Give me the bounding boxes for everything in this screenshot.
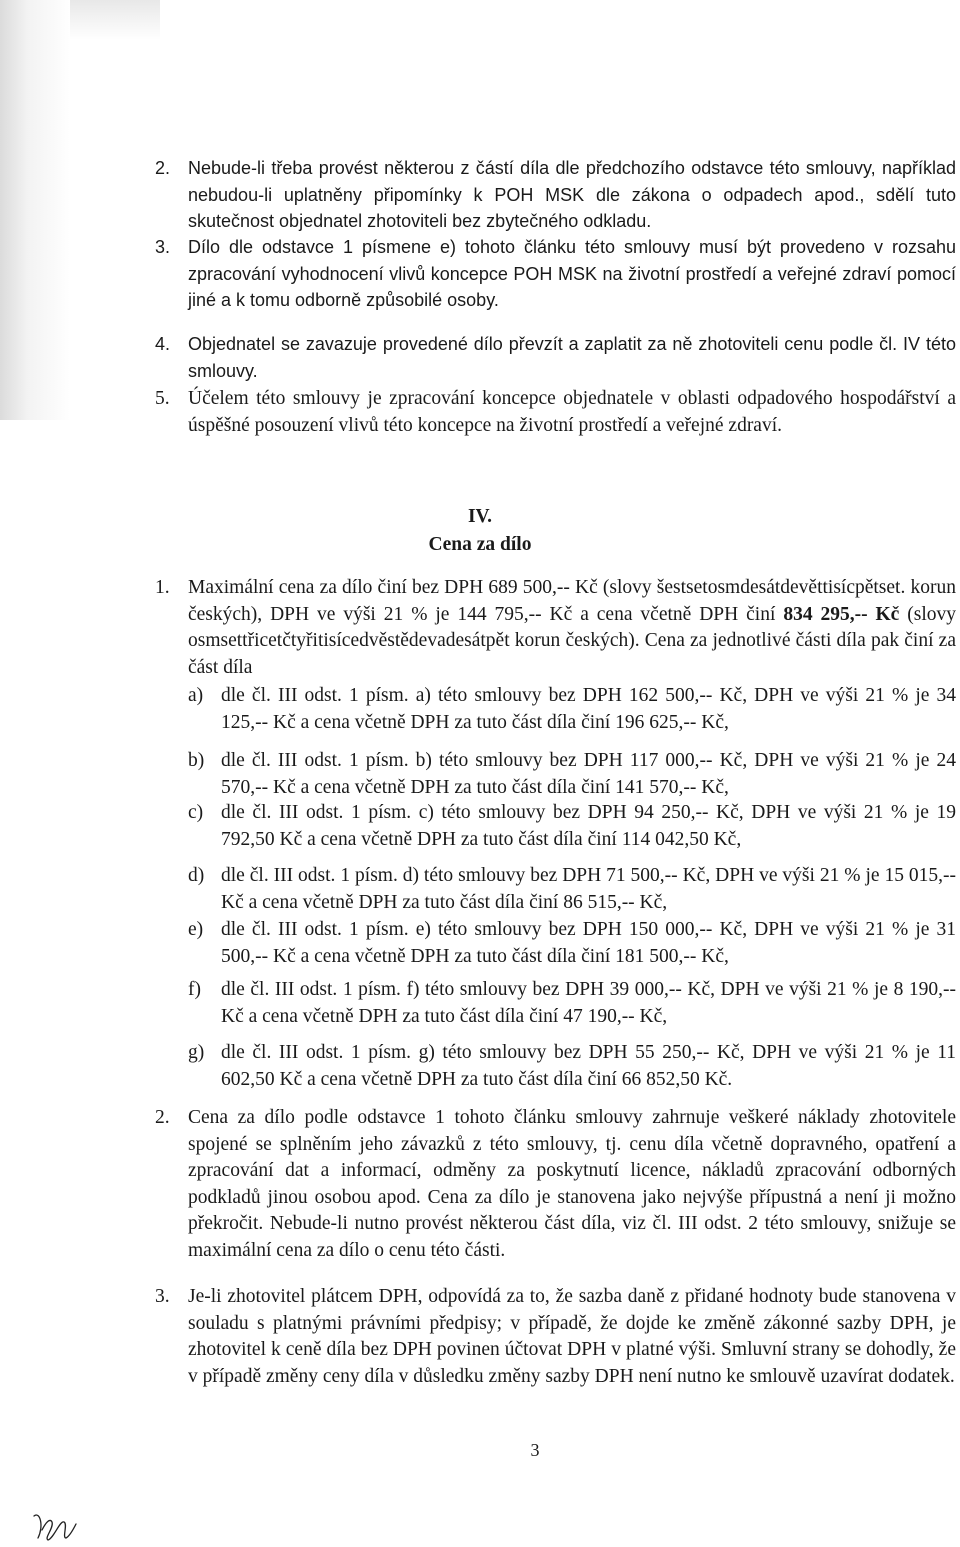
- part-text: dle čl. III odst. 1 písm. f) této smlouvy bez DPH 39 000,-- Kč, DPH ve výši 21 % je 8 190,-- Kč a cena včetně DPH za tuto část díla činí 47 190,-- Kč,: [221, 979, 956, 1027]
- part-letter: d): [188, 865, 205, 886]
- article-3-item-5: [155, 386, 960, 439]
- price-part-c: [188, 800, 960, 853]
- article-3-item-3: [155, 234, 960, 314]
- part-letter: b): [188, 750, 205, 771]
- item-text: Objednatel se zavazuje provedené dílo převzít a zaplatit za ně zhotoviteli cenu podle čl. IV této smlouvy.: [188, 334, 956, 381]
- part-letter: e): [188, 919, 204, 940]
- part-text: dle čl. III odst. 1 písm. a) této smlouvy bez DPH 162 500,-- Kč, DPH ve výši 21 % je 34 125,-- Kč a cena včetně DPH za tuto část díla činí 196 625,-- Kč,: [221, 685, 956, 733]
- part-text: dle čl. III odst. 1 písm. b) této smlouvy bez DPH 117 000,-- Kč, DPH ve výši 21 % je 24 570,-- Kč a cena včetně DPH za tuto část díla činí 141 570,-- Kč,: [221, 750, 956, 798]
- item-text: [188, 575, 956, 681]
- part-letter: c): [188, 802, 204, 823]
- item-number: 3.: [155, 237, 171, 257]
- page-number: 3: [530, 1440, 540, 1460]
- price-text-continued: (slovy osmsettřicetčtyřitisícedvěstědevadesátpět korun českých). Cena za jednotlivé části díla pak činí za část díla: [188, 603, 957, 678]
- article-4-item-1: [155, 575, 960, 681]
- item-number: 1.: [155, 577, 170, 598]
- item-number: 2.: [155, 1107, 170, 1128]
- item-number: 4.: [155, 334, 171, 354]
- item-text: Cena za dílo podle odstavce 1 tohoto článku smlouvy zahrnuje veškeré náklady zhotovitele spojené se splněním jeho závazků z této smlouvy, tj. cenu díla včetně dopravného, opatření a zpracování dat a informací, odměny za poskytnutí licence, nákladů zpracování odborných podkladů jinou osobou apod. Cena za dílo je stanovena jako nejvýše přípustná a není ji možno překročit. Nebude-li nutno provést některou část díla, viz čl. III odst. 2 této smlouvy, snižuje se maximální cena za dílo o cenu této části.: [188, 1107, 956, 1261]
- article-3-item-4: [155, 331, 960, 384]
- scan-shadow: [0, 0, 70, 420]
- item-number: 3.: [155, 1286, 170, 1307]
- part-text: dle čl. III odst. 1 písm. c) této smlouvy bez DPH 94 250,-- Kč, DPH ve výši 21 % je 19 792,50 Kč a cena včetně DPH za tuto část díla činí 114 042,50 Kč,: [221, 802, 956, 850]
- item-text: Je-li zhotovitel plátcem DPH, odpovídá za to, že sazba daně z přidané hodnoty bude stanovena v souladu s platnými právními předpisy; v případě, že dojde ke změně zákonné sazby DPH, je zhotovitel k ceně díla bez DPH povinen účtovat DPH v platné výši. Smluvní strany se dohodly, že v případě změny ceny díla v důsledku změny sazby DPH není nutno ke smlouvě uzavírat dodatek.: [188, 1286, 956, 1387]
- article-4-item-3: [155, 1284, 960, 1390]
- price-part-e: [188, 917, 960, 970]
- article-4-item-2: [155, 1105, 960, 1264]
- price-part-b: [188, 748, 960, 801]
- price-part-g: [188, 1040, 960, 1093]
- article-number: IV.: [467, 506, 493, 527]
- handwritten-initials-icon: [30, 1508, 80, 1543]
- price-part-d: [188, 863, 960, 916]
- price-part-a: [188, 683, 960, 736]
- item-text: Účelem této smlouvy je zpracování koncepce objednatele v oblasti odpadového hospodářství a úspěšné posouzení vlivů této koncepce na životní prostředí a veřejné zdraví.: [188, 388, 956, 436]
- item-text: Nebude-li třeba provést některou z částí díla dle předchozího odstavce této smlouvy, například nebudou-li uplatněny připomínky k POH MSK dle zákona o odpadech apod., sdělí tuto skutečnost objednatel zhotoviteli bez zbytečného odkladu.: [188, 158, 956, 231]
- part-letter: a): [188, 685, 204, 706]
- item-number: 5.: [155, 388, 170, 409]
- part-letter: f): [188, 979, 201, 1000]
- article-title: Cena za dílo: [428, 534, 532, 555]
- item-number: 2.: [155, 158, 171, 178]
- article-3-item-2: [155, 155, 960, 235]
- price-text: Maximální cena za dílo činí bez DPH 689 500,-- Kč (slovy šestsetosmdesátdevěttisícpětset. korun českých), DPH ve výši 21 % je 144 795,-- Kč a cena včetně DPH činí: [188, 577, 956, 625]
- scan-shadow-corner: [70, 0, 160, 40]
- price-part-f: [188, 977, 960, 1030]
- part-text: dle čl. III odst. 1 písm. d) této smlouvy bez DPH 71 500,-- Kč, DPH ve výši 21 % je 15 015,-- Kč a cena včetně DPH za tuto část díla činí 86 515,-- Kč,: [221, 865, 956, 913]
- part-text: dle čl. III odst. 1 písm. e) této smlouvy bez DPH 150 000,-- Kč, DPH ve výši 21 % je 31 500,-- Kč a cena včetně DPH za tuto část díla činí 181 500,-- Kč,: [221, 919, 956, 967]
- part-letter: g): [188, 1042, 205, 1063]
- total-price: 834 295,-- Kč: [783, 603, 900, 625]
- part-text: dle čl. III odst. 1 písm. g) této smlouvy bez DPH 55 250,-- Kč, DPH ve výši 21 % je 11 602,50 Kč a cena včetně DPH za tuto část díla činí 66 852,50 Kč.: [221, 1042, 956, 1090]
- item-text: Dílo dle odstavce 1 písmene e) tohoto článku této smlouvy musí být provedeno v rozsahu zpracování vyhodnocení vlivů koncepce POH MSK na životní prostředí a veřejné zdraví pomocí jiné a k tomu odborně způsobilé osoby.: [188, 237, 956, 310]
